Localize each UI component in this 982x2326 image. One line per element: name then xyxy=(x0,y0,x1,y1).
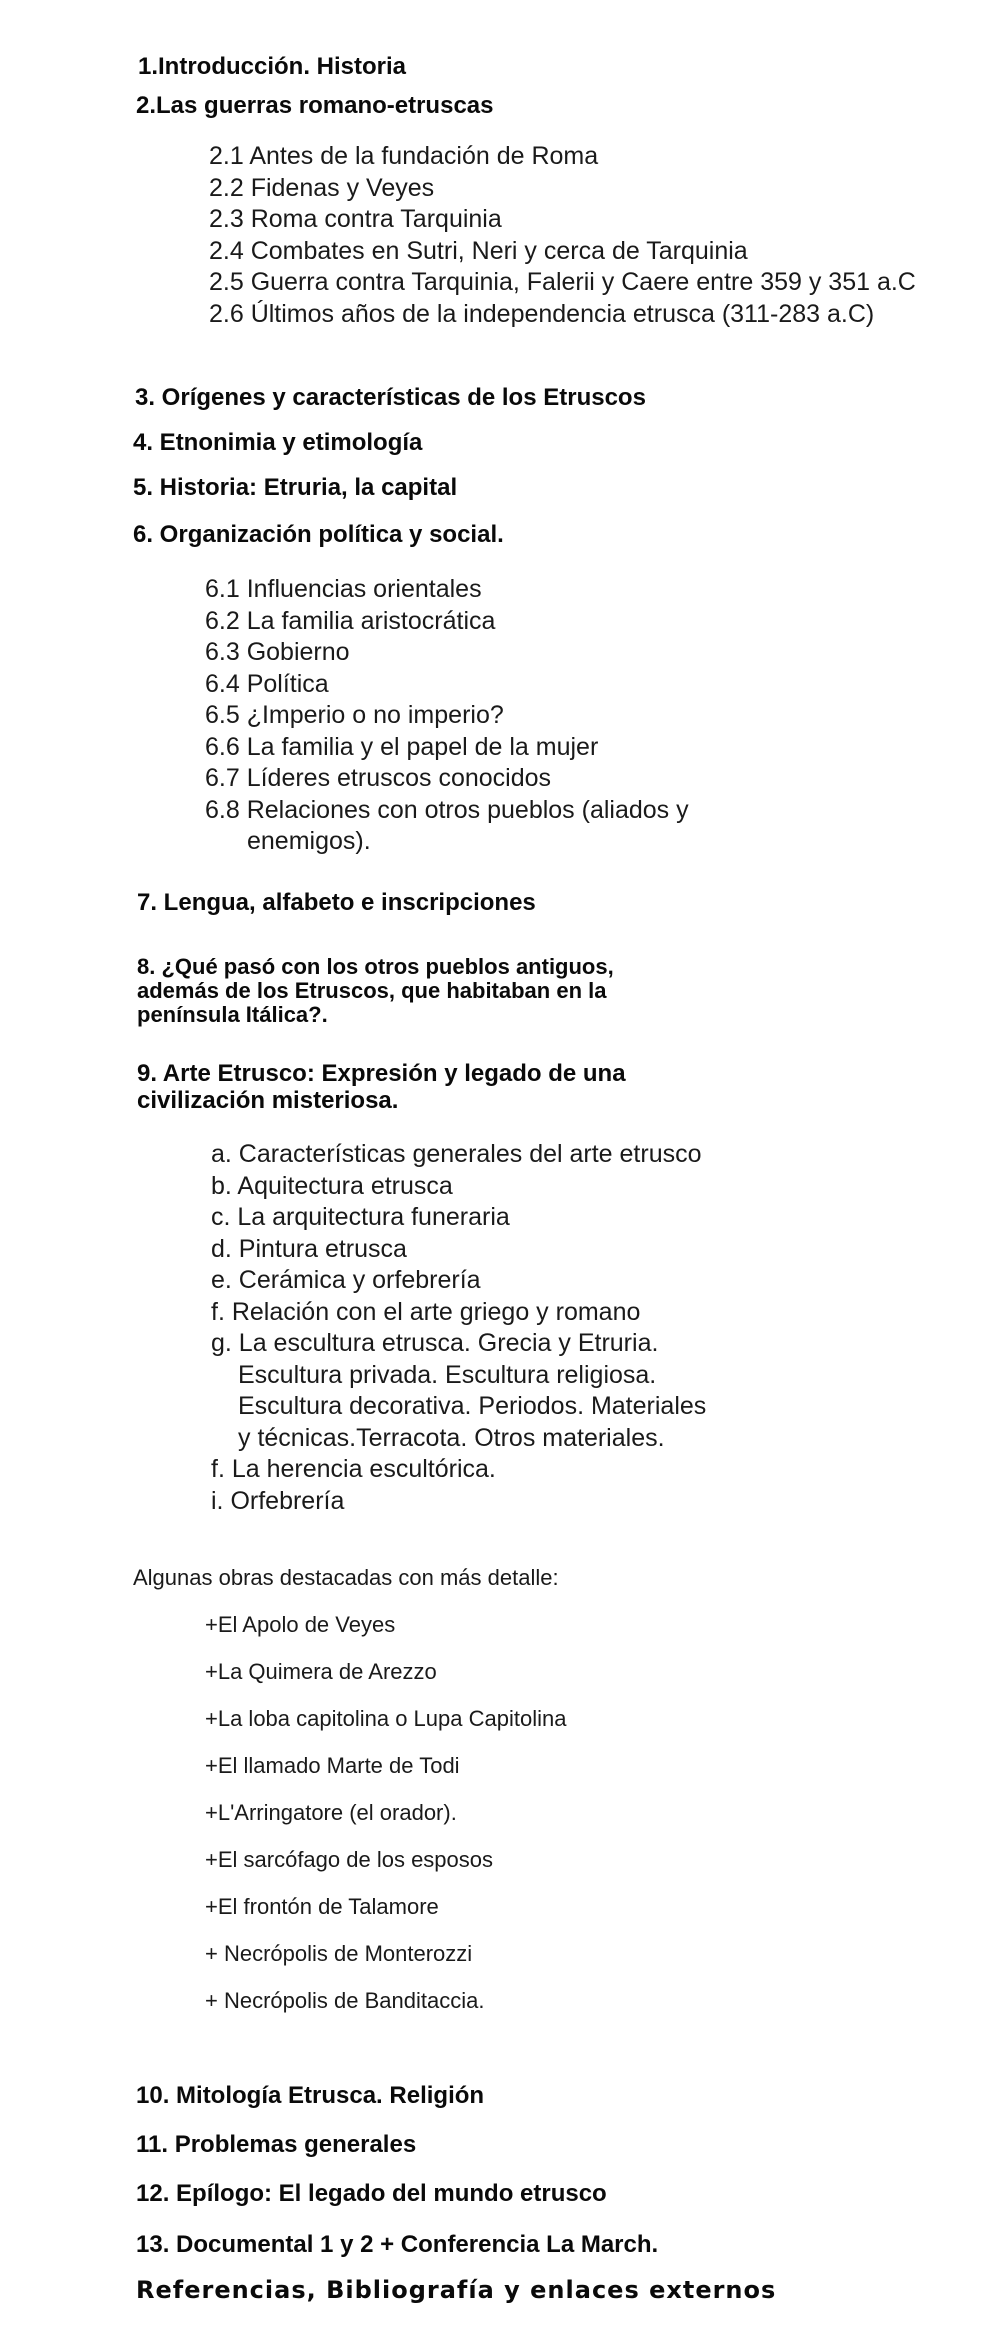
section-1-heading[interactable]: 1.Introducción. Historia xyxy=(138,53,407,80)
work-item[interactable]: +La loba capitolina o Lupa Capitolina xyxy=(205,1706,567,1731)
section-2-sublist xyxy=(209,141,916,330)
section-8-line-2: además de los Etruscos, que habitaban en la xyxy=(137,978,607,1003)
section-2-heading[interactable]: 2.Las guerras romano-etruscas xyxy=(136,92,494,119)
sublist-item-6-6[interactable]: 6.6 La familia y el papel de la mujer xyxy=(205,732,599,761)
sublist-item-2-3[interactable]: 2.3 Roma contra Tarquinia xyxy=(209,205,502,233)
sublist-item-6-3[interactable]: 6.3 Gobierno xyxy=(205,638,350,666)
sublist-item-9-d[interactable]: d. Pintura etrusca xyxy=(211,1234,407,1263)
section-8-line-3: península Itálica?. xyxy=(137,1002,328,1027)
section-9-sublist xyxy=(211,1139,706,1517)
work-item[interactable]: +El sarcófago de los esposos xyxy=(205,1847,494,1872)
work-item[interactable]: +El llamado Marte de Todi xyxy=(205,1753,460,1778)
sublist-item-6-8-continued[interactable]: enemigos). xyxy=(247,827,371,855)
section-6-sublist xyxy=(205,574,689,858)
section-6-heading[interactable]: 6. Organización política y social. xyxy=(133,521,504,548)
work-item[interactable]: +La Quimera de Arezzo xyxy=(205,1659,437,1684)
sublist-item-9-g-continued-3[interactable]: y técnicas.Terracota. Otros materiales. xyxy=(238,1423,665,1452)
section-10-heading[interactable]: 10. Mitología Etrusca. Religión xyxy=(136,2082,485,2109)
sublist-item-2-1[interactable]: 2.1 Antes de la fundación de Roma xyxy=(209,142,599,170)
work-item[interactable]: +El frontón de Talamore xyxy=(205,1894,439,1919)
section-7-heading[interactable]: 7. Lengua, alfabeto e inscripciones xyxy=(137,889,536,916)
sublist-item-2-5[interactable]: 2.5 Guerra contra Tarquinia, Falerii y Caere entre 359 y 351 a.C xyxy=(209,268,916,296)
sublist-item-9-e[interactable]: e. Cerámica y orfebrería xyxy=(211,1266,481,1294)
section-9-line-2: civilización misteriosa. xyxy=(137,1087,399,1114)
section-8-line-1: 8. ¿Qué pasó con los otros pueblos antiguos, xyxy=(137,954,614,979)
sublist-item-9-f2[interactable]: f. La herencia escultórica. xyxy=(211,1455,496,1483)
work-item[interactable]: + Necrópolis de Banditaccia. xyxy=(205,1988,485,2013)
section-8-heading[interactable] xyxy=(137,955,614,1027)
references-heading[interactable]: Referencias, Bibliografía y enlaces externos xyxy=(136,2276,777,2304)
sublist-item-6-8[interactable]: 6.8 Relaciones con otros pueblos (aliados y xyxy=(205,795,689,824)
sublist-item-9-g[interactable]: g. La escultura etrusca. Grecia y Etruria. xyxy=(211,1329,659,1357)
section-13-heading[interactable]: 13. Documental 1 y 2 + Conferencia La March. xyxy=(136,2231,659,2258)
sublist-item-9-i[interactable]: i. Orfebrería xyxy=(211,1486,345,1515)
sublist-item-9-f[interactable]: f. Relación con el arte griego y romano xyxy=(211,1297,641,1326)
section-4-heading[interactable]: 4. Etnonimia y etimología xyxy=(133,429,423,456)
work-item[interactable]: +El Apolo de Veyes xyxy=(205,1612,396,1637)
sublist-item-9-c[interactable]: c. La arquitectura funeraria xyxy=(211,1203,510,1231)
sublist-item-6-7[interactable]: 6.7 Líderes etruscos conocidos xyxy=(205,764,552,792)
sublist-item-6-1[interactable]: 6.1 Influencias orientales xyxy=(205,575,482,603)
sublist-item-2-2[interactable]: 2.2 Fidenas y Veyes xyxy=(209,173,435,202)
section-11-heading[interactable]: 11. Problemas generales xyxy=(136,2131,417,2158)
section-5-heading[interactable]: 5. Historia: Etruria, la capital xyxy=(133,474,458,501)
section-3-heading[interactable]: 3. Orígenes y características de los Etruscos xyxy=(135,384,646,411)
work-item[interactable]: + Necrópolis de Monterozzi xyxy=(205,1941,473,1966)
section-12-heading[interactable]: 12. Epílogo: El legado del mundo etrusco xyxy=(136,2180,607,2207)
sublist-item-6-4[interactable]: 6.4 Política xyxy=(205,669,329,698)
works-intro: Algunas obras destacadas con más detalle: xyxy=(133,1565,559,1590)
section-9-heading[interactable] xyxy=(137,1060,626,1114)
sublist-item-2-4[interactable]: 2.4 Combates en Sutri, Neri y cerca de Tarquinia xyxy=(209,236,748,265)
sublist-item-9-g-continued-1[interactable]: Escultura privada. Escultura religiosa. xyxy=(238,1360,657,1389)
sublist-item-6-5[interactable]: 6.5 ¿Imperio o no imperio? xyxy=(205,701,504,729)
sublist-item-6-2[interactable]: 6.2 La familia aristocrática xyxy=(205,606,496,635)
sublist-item-9-b[interactable]: b. Aquitectura etrusca xyxy=(211,1171,453,1200)
work-item[interactable]: +L'Arringatore (el orador). xyxy=(205,1800,457,1825)
sublist-item-9-g-continued-2[interactable]: Escultura decorativa. Periodos. Materiales xyxy=(238,1392,707,1420)
sublist-item-9-a[interactable]: a. Características generales del arte etrusco xyxy=(211,1140,702,1168)
sublist-item-2-6[interactable]: 2.6 Últimos años de la independencia etrusca (311-283 a.C) xyxy=(209,299,875,328)
section-9-line-1: 9. Arte Etrusco: Expresión y legado de una xyxy=(137,1060,626,1087)
